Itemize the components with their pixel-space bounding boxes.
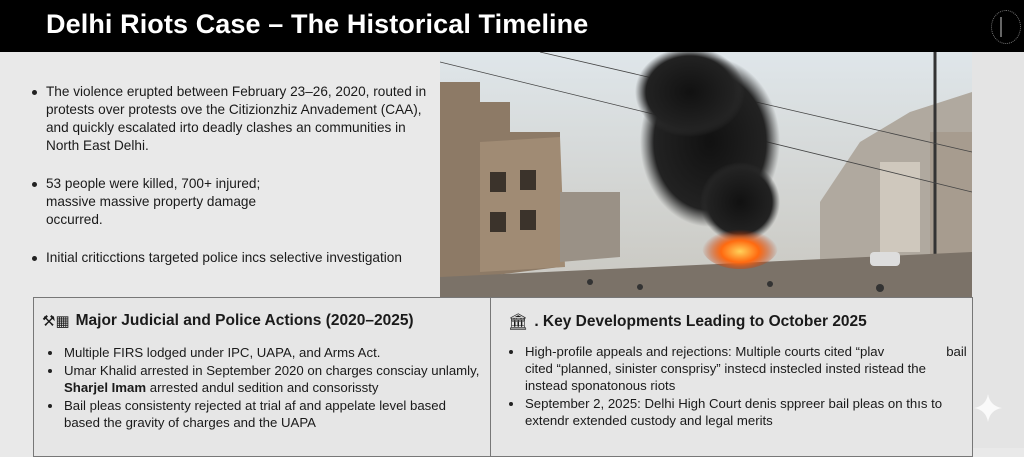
key-developments-panel — [490, 297, 973, 457]
list-item: 53 people were killed, 700+ injured; massive massive property damage occurred. — [31, 175, 296, 229]
key-developments-title: . Key Developments Leading to October 2025 — [534, 313, 867, 330]
judicial-actions-panel — [33, 297, 491, 457]
sparkle-icon — [974, 394, 1002, 422]
judicial-actions-heading — [42, 312, 414, 330]
gavel-calendar-icon: ⚒▦ — [42, 313, 70, 330]
list-item: The violence erupted between February 23–26, 2020, routed in protests over protests ove the Citizionzhiz Anvadement (CAA), and quickly escalated irto deadly clashes an communities in North East Delhi. — [31, 83, 441, 155]
list-item: Initial criticctions targeted police incs selective investigation — [31, 249, 441, 267]
list-item-text: bail cited “planned, sinister consprisy” instecd instecled insted ristead the instead sponatonous riots — [525, 344, 967, 393]
list-item — [46, 362, 491, 396]
page-title: Delhi Riots Case – The Historical Timeline — [46, 9, 589, 39]
list-item: Bail pleas consistenty rejected at trial af and appelate level based based the gravity of charges and the UAPA — [46, 397, 474, 431]
list-item-text: High-profile appeals and rejections: Multiple courts cited “plav — [525, 344, 885, 359]
right-margin — [972, 52, 1024, 448]
list-item: Multiple FIRS lodged under IPC, UAPA, and Arms Act. — [46, 344, 491, 361]
list-item-text: Umar Khalid arrested in September 2020 on charges consciay unlamly, — [64, 363, 480, 378]
highlighted-name: Sharjel Imam — [64, 380, 147, 395]
key-developments-heading — [508, 312, 867, 332]
riot-scene-photo — [440, 52, 972, 298]
title-bar — [0, 0, 1024, 52]
list-item-text: arrested andul sedition and consorissty — [146, 380, 379, 395]
judicial-actions-title: Major Judicial and Police Actions (2020–2025) — [75, 312, 414, 329]
intro-bullets — [31, 83, 441, 287]
watermark-icon — [991, 10, 1021, 44]
list-item: September 2, 2025: Delhi High Court denis sppreer bail pleas on thıs to extendr extended custody and legal merits — [507, 395, 970, 429]
list-item — [507, 343, 967, 394]
courthouse-icon: 🏛 — [508, 314, 529, 331]
